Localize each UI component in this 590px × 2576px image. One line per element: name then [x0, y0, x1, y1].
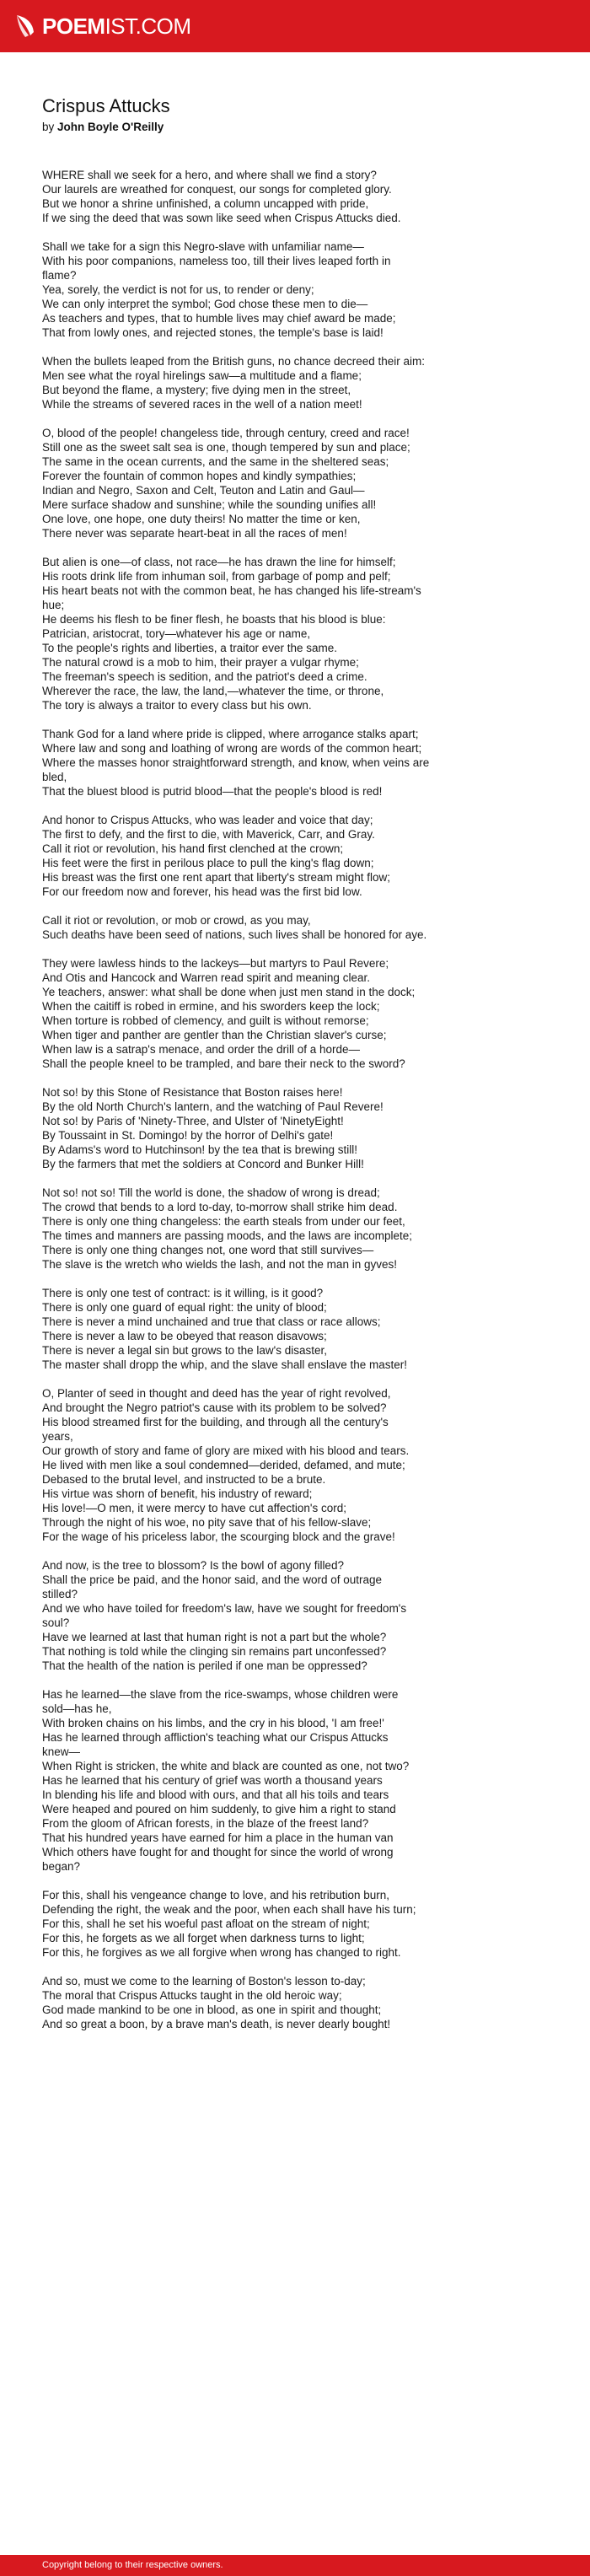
poem-line: His virtue was shorn of benefit, his industry of reward; [42, 1487, 313, 1500]
stanza [42, 1687, 556, 1874]
poem-line: And now, is the tree to blossom? Is the bowl of agony filled? [42, 1559, 344, 1572]
poem-line: While the streams of severed races in the well of a nation meet! [42, 398, 362, 411]
poem-line: soul? [42, 1616, 70, 1629]
poem-line: And so great a boon, by a brave man's death, is never dearly bought! [42, 2018, 391, 2030]
poem-line: And brought the Negro patriot's cause with its problem to be solved? [42, 1401, 387, 1414]
poem-line: Still one as the sweet salt sea is one, though tempered by sun and place; [42, 441, 410, 454]
poem-line: Yea, sorely, the verdict is not for us, to render or deny; [42, 283, 314, 296]
poem-line: Which others have fought for and thought for since the world of wrong [42, 1846, 394, 1858]
poem-line: That his hundred years have earned for him a place in the human van [42, 1831, 394, 1844]
poem-line: Mere surface shadow and sunshine; while the sounding unifies all! [42, 498, 377, 511]
poem-line: For this, shall his vengeance change to love, and his retribution burn, [42, 1889, 389, 1901]
stanza [42, 1286, 556, 1372]
poem-line: His heart beats not with the common beat, he has changed his life-stream's [42, 584, 421, 597]
poem-line: There is never a law to be obeyed that reason disavows; [42, 1330, 327, 1342]
poem-line: Shall the people kneel to be trampled, and bare their neck to the sword? [42, 1057, 405, 1070]
poem-line: Our laurels are wreathed for conquest, our songs for completed glory. [42, 183, 392, 196]
poem-line: Were heaped and poured on him suddenly, to give him a right to stand [42, 1803, 396, 1815]
poem-line: He lived with men like a soul condemned—derided, defamed, and mute; [42, 1459, 405, 1471]
stanza [42, 354, 556, 411]
poem-line: There never was separate heart-beat in all the races of men! [42, 527, 347, 540]
stanza [42, 813, 556, 899]
poem-line: By the old North Church's lantern, and the watching of Paul Revere! [42, 1100, 384, 1113]
poem-line: O, blood of the people! changeless tide, through century, creed and race! [42, 427, 410, 439]
poem-line: For this, he forgives as we all forgive when wrong has changed to right. [42, 1946, 401, 1959]
author-link[interactable]: John Boyle O'Reilly [57, 121, 164, 133]
site-header [0, 0, 590, 52]
poem-line: The times and manners are passing moods, and the laws are incomplete; [42, 1229, 412, 1242]
stanza [42, 1558, 556, 1673]
poem-line: Ye teachers, answer: what shall be done when just men stand in the dock; [42, 986, 416, 998]
poem-line: There is only one thing changeless: the earth steals from under our feet, [42, 1215, 405, 1228]
stanza [42, 956, 556, 1071]
poem-line: And so, must we come to the learning of Boston's lesson to-day; [42, 1975, 366, 1987]
poem-line: As teachers and types, that to humble lives may chief award be made; [42, 312, 396, 325]
poem-line: The master shall dropp the whip, and the slave shall enslave the master! [42, 1358, 407, 1371]
poem-line: Call it riot or revolution, his hand first clenched at the crown; [42, 842, 344, 855]
poem-line: The moral that Crispus Attucks taught in the old heroic way; [42, 1989, 342, 2002]
poem-line: His blood streamed first for the building, and through all the century's [42, 1416, 389, 1428]
logo-text-light: IST.COM [105, 13, 191, 39]
poem-line: With his poor companions, nameless too, till their lives leaped forth in [42, 255, 391, 267]
poem-line: There is never a legal sin but grows to the law's disaster, [42, 1344, 327, 1357]
poem-line: With broken chains on his limbs, and the cry in his blood, 'I am free!' [42, 1717, 384, 1729]
poem-line: By Toussaint in St. Domingo! by the horror of Delhi's gate! [42, 1129, 334, 1142]
poem-line: He deems his flesh to be finer flesh, he boasts that his blood is blue: [42, 613, 386, 626]
poem-line: Have we learned at last that human right is not a part but the whole? [42, 1631, 387, 1643]
poem-line: That the bluest blood is putrid blood—that the people's blood is red! [42, 785, 383, 798]
poem-line: But we honor a shrine unfinished, a column uncapped with pride, [42, 197, 369, 210]
poem-line: Men see what the royal hirelings saw—a multitude and a flame; [42, 369, 362, 382]
stanza [42, 727, 556, 799]
poem-line: For our freedom now and forever, his head was the first bid low. [42, 885, 362, 898]
poem-line: flame? [42, 269, 77, 282]
poem-line: stilled? [42, 1588, 78, 1600]
stanza [42, 1386, 556, 1544]
poem-line: Call it riot or revolution, or mob or crowd, as you may, [42, 914, 311, 927]
poem-line: Not so! not so! Till the world is done, the shadow of wrong is dread; [42, 1186, 380, 1199]
poem-line: Where the masses honor straightforward strength, and know, when veins are [42, 756, 430, 769]
site-footer [0, 2555, 590, 2576]
stanza [42, 168, 556, 225]
poem-line: Such deaths have been seed of nations, such lives shall be honored for aye. [42, 928, 427, 941]
quill-icon [13, 13, 37, 39]
poem-line: For this, he forgets as we all forget when darkness turns to light; [42, 1932, 365, 1944]
poem-line: For the wage of his priceless labor, the scourging block and the grave! [42, 1530, 395, 1543]
poem-line: The natural crowd is a mob to him, their prayer a vulgar rhyme; [42, 656, 359, 669]
poem-line: Defending the right, the weak and the poor, when each shall have his turn; [42, 1903, 416, 1916]
poem-line: Has he learned—the slave from the rice-swamps, whose children were [42, 1688, 399, 1701]
poem-line: His breast was the first one rent apart that liberty's stream might flow; [42, 871, 390, 884]
poem-line: There is only one guard of equal right: the unity of blood; [42, 1301, 327, 1314]
poem-line: And honor to Crispus Attucks, who was leader and voice that day; [42, 814, 373, 826]
poem-line: sold—has he, [42, 1702, 112, 1715]
poem-line: Patrician, aristocrat, tory—whatever his age or name, [42, 627, 311, 640]
poem-line: And Otis and Hancock and Warren read spirit and meaning clear. [42, 971, 370, 984]
poem-line: By the farmers that met the soldiers at Concord and Bunker Hill! [42, 1158, 364, 1170]
poem-line: From the gloom of African forests, in the blaze of the freest land? [42, 1817, 369, 1830]
poem-line: And we who have toiled for freedom's law, have we sought for freedom's [42, 1602, 407, 1615]
byline [42, 119, 556, 136]
stanza [42, 1974, 556, 2031]
poem-line: In blending his life and blood with ours, and that all his toils and tears [42, 1788, 389, 1801]
poem-line: Where law and song and loathing of wrong are words of the common heart; [42, 742, 422, 755]
poem-line: If we sing the deed that was sown like seed when Crispus Attucks died. [42, 212, 401, 224]
poem-line: God made mankind to be one in blood, as one in spirit and thought; [42, 2003, 382, 2016]
poem-line: His roots drink life from inhuman soil, from garbage of pomp and pelf; [42, 570, 391, 583]
poem-line: Not so! by this Stone of Resistance that Boston raises here! [42, 1086, 343, 1099]
stanza [42, 1888, 556, 1960]
stanza [42, 555, 556, 713]
poem-line: His feet were the first in perilous place to pull the king's flag down; [42, 857, 374, 869]
poem-line: Indian and Negro, Saxon and Celt, Teuton and Latin and Gaul— [42, 484, 365, 497]
poem-line: When the bullets leaped from the British guns, no chance decreed their aim: [42, 355, 426, 368]
poem-line: That nothing is told while the clinging sin remains part unconfessed? [42, 1645, 387, 1658]
poem-line: But beyond the flame, a mystery; five dying men in the street, [42, 384, 351, 396]
poem-line: Shall we take for a sign this Negro-slave with unfamiliar name— [42, 240, 364, 253]
poem-line: To the people's rights and liberties, a traitor ever the same. [42, 642, 338, 654]
stanza [42, 913, 556, 942]
poem-line: The freeman's speech is sedition, and the patriot's deed a crime. [42, 670, 367, 683]
copyright-text: Copyright belong to their respective owners. [42, 2560, 223, 2570]
by-label: by [42, 121, 55, 133]
poem-line: Our growth of story and fame of glory are mixed with his blood and tears. [42, 1444, 410, 1457]
poem-line: There is only one test of contract: is it willing, is it good? [42, 1287, 324, 1299]
poem-line: Not so! by Paris of 'Ninety-Three, and Ulster of 'NinetyEight! [42, 1115, 344, 1127]
site-logo[interactable] [13, 11, 191, 41]
poem-line: The same in the ocean currents, and the same in the sheltered seas; [42, 455, 389, 468]
poem-body [42, 168, 556, 2031]
poem-line: By Adams's word to Hutchinson! by the tea that is brewing still! [42, 1143, 358, 1156]
poem-line: There is never a mind unchained and true that class or race allows; [42, 1315, 381, 1328]
poem-line: That from lowly ones, and rejected stones, the temple's base is laid! [42, 326, 384, 339]
poem-line: When law is a satrap's menace, and order the drill of a horde— [42, 1043, 361, 1056]
poem-line: The crowd that bends to a lord to-day, to-morrow shall strike him dead. [42, 1201, 398, 1213]
poem-line: The slave is the wretch who wields the lash, and not the man in gyves! [42, 1258, 397, 1271]
stanza [42, 1186, 556, 1272]
poem-line: bled, [42, 771, 67, 783]
poem-line: hue; [42, 599, 65, 611]
poem-title: Crispus Attucks [42, 95, 170, 116]
poem-line: Forever the fountain of common hopes and kindly sympathies; [42, 470, 357, 482]
poem-line: O, Planter of seed in thought and deed has the year of right revolved, [42, 1387, 391, 1400]
poem-line: One love, one hope, one duty theirs! No matter the time or ken, [42, 513, 361, 525]
poem-line: When the caitiff is robed in ermine, and his sworders keep the lock; [42, 1000, 380, 1013]
stanza [42, 239, 556, 340]
stanza [42, 1085, 556, 1171]
poem-line: The tory is always a traitor to every class but his own. [42, 699, 312, 712]
stanza [42, 426, 556, 540]
poem-line: The first to defy, and the first to die, with Maverick, Carr, and Gray. [42, 828, 375, 841]
main-content [42, 94, 556, 2046]
logo-text-bold: POEM [42, 13, 105, 39]
poem-line: began? [42, 1860, 81, 1873]
poem-line: When Right is stricken, the white and black are counted as one, not two? [42, 1760, 410, 1772]
poem-line: years, [42, 1430, 73, 1443]
poem-line: WHERE shall we seek for a hero, and where shall we find a story? [42, 169, 377, 181]
poem-line: But alien is one—of class, not race—he has drawn the line for himself; [42, 556, 396, 568]
poem-line: Has he learned through affliction's teaching what our Crispus Attucks [42, 1731, 389, 1744]
poem-line: When tiger and panther are gentler than the Christian slaver's curse; [42, 1029, 387, 1041]
poem-line: Has he learned that his century of grief was worth a thousand years [42, 1774, 383, 1787]
poem-line: That the health of the nation is periled if one man be oppressed? [42, 1659, 367, 1672]
poem-line: For this, shall he set his woeful past afloat on the stream of night; [42, 1917, 370, 1930]
poem-line: His love!—O men, it were mercy to have cut affection's cord; [42, 1502, 346, 1514]
poem-line: We can only interpret the symbol; God chose these men to die— [42, 298, 368, 310]
poem-line: They were lawless hinds to the lackeys—but martyrs to Paul Revere; [42, 957, 389, 970]
poem-line: There is only one thing changes not, one word that still survives— [42, 1244, 374, 1256]
poem-line: Thank God for a land where pride is clipped, where arrogance stalks apart; [42, 728, 419, 740]
poem-line: Debased to the brutal level, and instructed to be a brute. [42, 1473, 326, 1486]
poem-line: When torture is robbed of clemency, and guilt is without remorse; [42, 1014, 369, 1027]
poem-line: Shall the price be paid, and the honor said, and the word of outrage [42, 1573, 383, 1586]
poem-line: knew— [42, 1745, 81, 1758]
poem-line: Through the night of his woe, no pity save that of his fellow-slave; [42, 1516, 372, 1529]
poem-line: Wherever the race, the law, the land,—whatever the time, or throne, [42, 685, 384, 697]
